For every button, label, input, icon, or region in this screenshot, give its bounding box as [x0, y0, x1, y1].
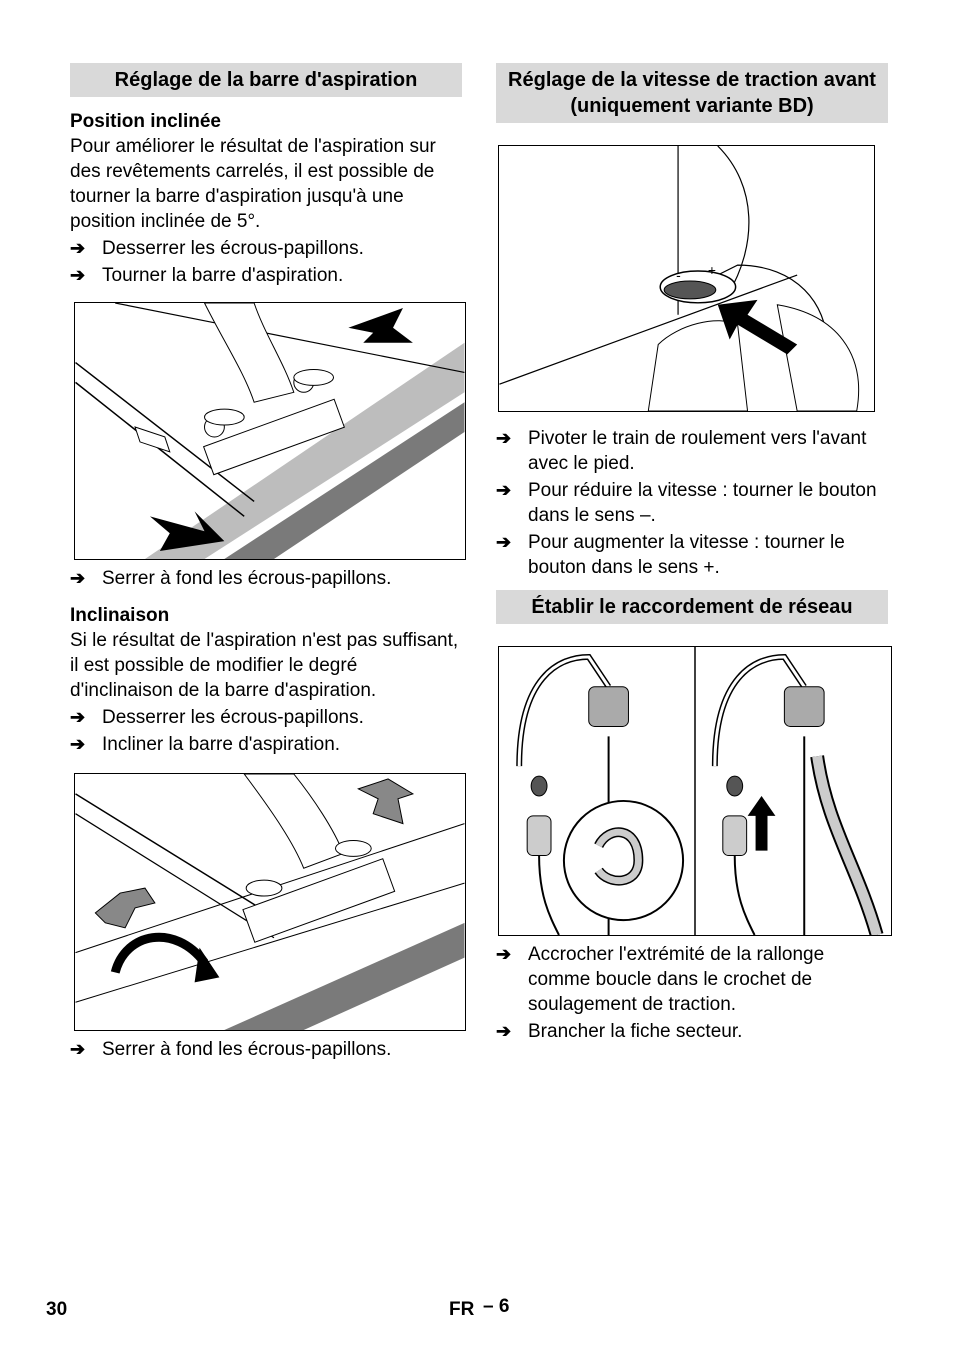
subheading-inclination: Inclinaison: [70, 605, 170, 626]
step-item: ➔ Accrocher l'extrémité de la rallonge comme boucle dans le crochet de soulagement de traction.: [496, 944, 825, 1015]
page-number: 30: [46, 1299, 68, 1320]
svg-text:-: -: [676, 266, 681, 283]
figure-speed-knob: [498, 145, 875, 412]
step-item: ➔ Pivoter le train de roulement vers l'avant avec le pied.: [496, 428, 867, 474]
arrow-right-icon: ➔: [70, 238, 86, 258]
step-item: ➔ Serrer à fond les écrous-papillons.: [70, 568, 392, 589]
step-item: ➔ Incliner la barre d'aspiration.: [70, 734, 341, 755]
step-item: ➔ Desserrer les écrous-papillons.: [70, 707, 364, 728]
section-heading-mains-connection: Établir le raccordement de réseau: [496, 590, 888, 624]
arrow-right-icon: ➔: [70, 1039, 86, 1059]
subheading-inclined-position: Position inclinée: [70, 111, 221, 132]
step-item: ➔ Tourner la barre d'aspiration.: [70, 265, 344, 286]
arrow-right-icon: ➔: [496, 944, 512, 964]
arrow-right-icon: ➔: [70, 265, 86, 285]
figure-rotate-suction-bar: [74, 302, 466, 560]
svg-text:+: +: [707, 262, 716, 279]
left-column: [70, 63, 462, 1062]
arrow-right-icon: ➔: [70, 707, 86, 727]
arrow-right-icon: ➔: [496, 480, 512, 500]
section-heading-suction-bar: Réglage de la barre d'aspiration: [70, 63, 462, 97]
figure-tilt-suction-bar: [74, 773, 466, 1031]
arrow-right-icon: ➔: [496, 532, 512, 552]
step-item: ➔ Desserrer les écrous-papillons.: [70, 238, 364, 259]
section-heading-traction-speed: Réglage de la vitesse de traction avant (uniquement variante BD): [496, 63, 888, 123]
paragraph-inclination: Si le résultat de l'aspiration n'est pas suffisant, il est possible de modifier le degré d'inclinaison de la barre d'aspiration.: [70, 630, 459, 701]
section-page-number: – 6: [483, 1296, 510, 1317]
step-item: ➔ Serrer à fond les écrous-papillons.: [70, 1039, 392, 1060]
step-item: ➔ Pour réduire la vitesse : tourner le bouton dans le sens –.: [496, 480, 877, 526]
arrow-right-icon: ➔: [496, 428, 512, 448]
arrow-right-icon: ➔: [70, 568, 86, 588]
arrow-right-icon: ➔: [496, 1021, 512, 1041]
right-column: [496, 63, 888, 1044]
figure-mains-connection: [498, 646, 892, 936]
arrow-right-icon: ➔: [70, 734, 86, 754]
step-item: ➔ Pour augmenter la vitesse : tourner le bouton dans le sens +.: [496, 532, 845, 578]
language-code: FR: [449, 1299, 475, 1320]
step-item: ➔ Brancher la fiche secteur.: [496, 1021, 743, 1042]
paragraph-inclined-position: Pour améliorer le résultat de l'aspiration sur des revêtements carrelés, il est possible de tourner la barre d'aspiration jusqu'à une position inclinée de 5°.: [70, 136, 436, 232]
